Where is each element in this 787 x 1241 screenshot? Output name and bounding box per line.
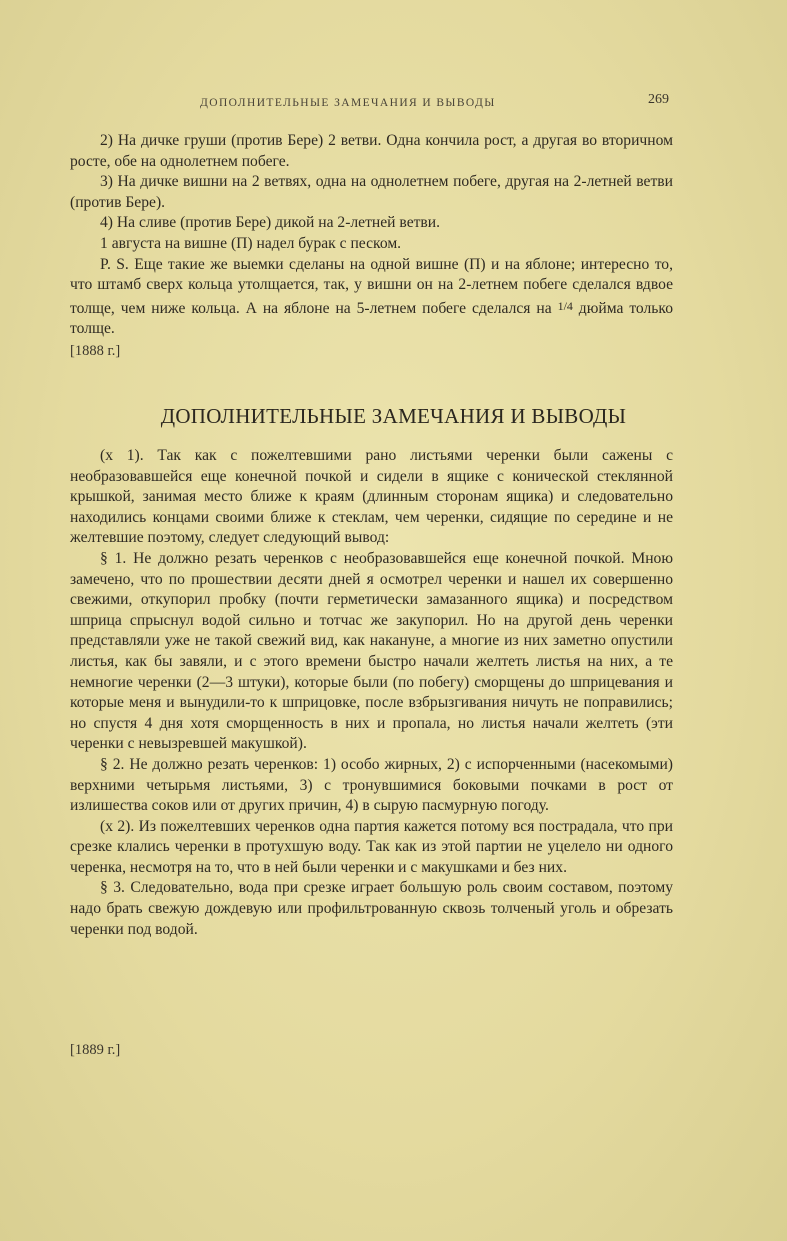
postscript-text-after: дюйма только толще. xyxy=(70,299,673,338)
paragraph-x2: (x 2). Из пожелтевших черенков одна партия кажется потому вся пострадала, что при срезке клались черенки в протухшую воду. Так как из этой партии не уцелело ни одного черенка, несмотря на то, что в ней были черенки и с макушками и без них. xyxy=(70,817,673,876)
paragraph-cherry: 3) На дичке вишни на 2 ветвях, одна на однолетнем побеге, другая на 2-летней ветви (против Бере). xyxy=(70,173,673,211)
main-text-block xyxy=(70,446,673,940)
section-title: ДОПОЛНИТЕЛЬНЫЕ ЗАМЕЧАНИЯ И ВЫВОДЫ xyxy=(160,404,627,428)
top-text-block xyxy=(70,131,673,340)
paragraph-plum: 4) На сливе (против Бере) дикой на 2-летней ветви. xyxy=(100,214,441,232)
paragraph-section-1: § 1. Не должно резать черенков с необразовавшейся еще конечной почкой. Мною замечено, что по прошествии десяти дней я осмотрел черенки и нашел их совершенно свежими, откупорил пробку (почти герметически замазанного ящика) и посредством шприца спрыснул водой сильно и тотчас же закупорил. Но на другой день черенки представляли уже не такой свежий вид, как накануне, а многие из них заметно опустили листья, как бы завяли, и с этого времени быстро начали желтеть листья на них, а те немногие черенки (2—3 штуки), которые были (по побегу) сморщены до шприцевания и которые меня и вынудили-то к шприцовке, после взбрызгивания ничуть не поправились; но спустя 4 дня хотя сморщенность в них и пропала, но листья начали желтеть (эти черенки с невызревшей макушкой). xyxy=(70,549,673,753)
fraction-quarter: 1/4 xyxy=(557,298,573,313)
paragraph-x1: (x 1). Так как с пожелтевшими рано листьями черенки были сажены с необразовавшейся еще конечной почкой и сидели в ящике с конической стеклянной крышкой, занимая место ближе к краям (длинным сторонам ящика) и следовательно находились концами своими ближе к стеклам, чем черенки, сидящие по середине и не желтевшие поэтому, следует следующий вывод: xyxy=(70,447,673,547)
paragraph-section-2: § 2. Не должно резать черенков: 1) особо жирных, 2) с испорченными (насекомыми) верхними четырьмя листьями, 3) с тронувшимися боковыми почками в рост от излишества соков или от других причин, 4) в сырую пасмурную погоду. xyxy=(70,755,673,815)
paragraph-pear: 2) На дичке груши (против Бере) 2 ветви. Одна кончила рост, а другая во вторичном росте, обе на однолетнем побеге. xyxy=(70,132,673,170)
postscript-text-before: P. S. Еще такие же выемки сделаны на одной вишне (П) и на яблоне; интересно то, что штамб сверх кольца утолщается, так, у вишни он на 2-летнем побеге сделался вдвое толще, чем ниже кольца. А на яблоне на 5-летнем побеге сделался на xyxy=(70,255,673,317)
date-1888: [1888 г.] xyxy=(70,343,121,359)
paragraph-postscript xyxy=(70,255,673,340)
page-number: 269 xyxy=(648,92,669,107)
running-head: ДОПОЛНИТЕЛЬНЫЕ ЗАМЕЧАНИЯ И ВЫВОДЫ xyxy=(200,97,496,109)
paragraph-section-3: § 3. Следовательно, вода при срезке играет большую роль своим составом, поэтому надо брать свежую дождевую или профильтрованную сквозь толченый уголь и обрезать черенки под водой. xyxy=(70,879,673,938)
paragraph-august: 1 августа на вишне (П) надел бурак с песком. xyxy=(100,234,402,252)
date-1889: [1889 г.] xyxy=(70,1042,121,1058)
